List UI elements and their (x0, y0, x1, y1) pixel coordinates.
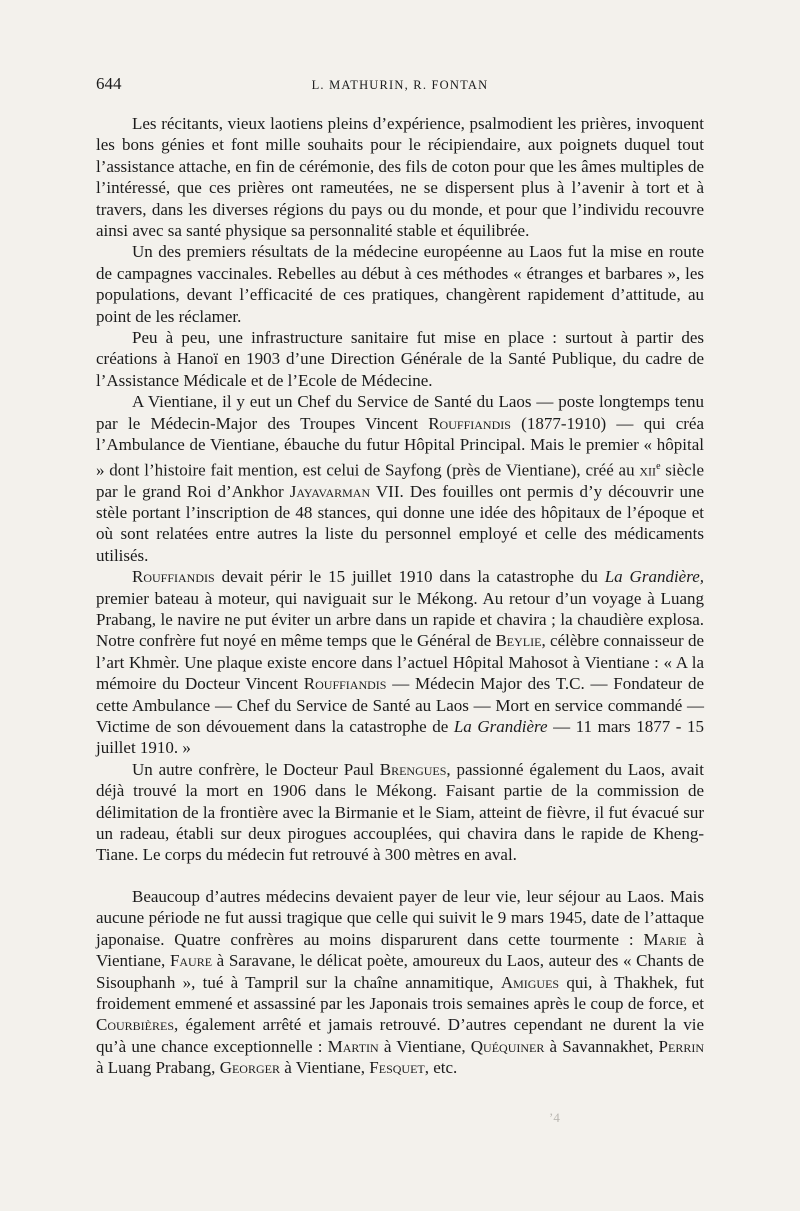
paragraph-2: Un des premiers résultats de la médecine européenne au Laos fut la mise en route de campagnes vaccinales. Rebelles au début à ces méthodes « étranges et barbares », les populations, devant l’efficacité de ces pratiques, changèrent rapidement d’attitude, au point de les réclamer. (96, 242, 704, 326)
text-run: VII. Des fouilles ont permis d’y découvrir une stèle portant l’inscription de 48 stances, qui donne une idée des hôpitaux de l’époque et où sont relatées entre autres la liste du personnel employé et celle des médicaments utilisés. (96, 481, 705, 565)
paragraph-3: Peu à peu, une infrastructure sanitaire fut mise en place : surtout à partir des créations à Hanoï en 1903 d’une Direction Générale de la Santé Publique, du cadre de l’Assistance Médicale et de l’Ecole de Médecine. (96, 328, 704, 390)
text-run: qui, à Thakhek, fut froidement emmené et assassiné par les Japonais trois semaines après le coup de force, et (96, 972, 705, 1013)
margin-mark: ’4 (549, 1110, 560, 1125)
paragraph-7 (96, 886, 704, 1079)
text-run: A Vientiane, il y eut un Chef du Service de Santé du Laos — poste longtemps tenu par le Médecin-Major des Troupes Vincent (96, 392, 704, 433)
body-text (96, 113, 704, 1079)
text-run: à Saravane, le délicat poète, amoureux du Laos, auteur des « Chants de Sisouphanh », tué à Tampril sur la chaîne annamitique, (96, 951, 705, 992)
person-name: Fesquet (369, 1058, 425, 1078)
century-superscript: e (656, 460, 661, 472)
person-name: Jayavarman (289, 481, 371, 501)
page-number: 644 (96, 74, 122, 93)
text-run: — Médecin Major des T.C. — Fondateur de cette Ambulance — Chef du Service de Santé au Laos — Mort en service commandé — Victime de son dévouement dans la catastrophe de (96, 674, 704, 737)
text-run: (1877-1910) — qui créa l’Ambulance de Vientiane, ébauche du futur Hôpital Principal. Mais le premier « hôpital » dont l’histoire fait mention, est celui de Sayfong (près de Vientiane), créé au (96, 413, 704, 480)
text-run: siècle par le grand Roi d’Ankhor (96, 460, 704, 501)
person-name: Perrin (658, 1036, 704, 1056)
running-head: L. MATHURIN, R. FONTAN (311, 78, 489, 92)
paragraph-5 (96, 566, 704, 759)
text-run: à Vientiane, (279, 1058, 370, 1078)
person-name: Rouffiandis (428, 413, 511, 433)
text-run: à Vientiane, (96, 929, 705, 971)
person-name: Beylie (495, 631, 542, 651)
person-name: Georger (219, 1058, 280, 1078)
paragraph-6 (96, 759, 704, 866)
text-run: , etc. (424, 1058, 458, 1078)
paragraph-4 (96, 391, 704, 566)
person-name: Courbières (96, 1015, 175, 1035)
text-run: Un autre confrère, le Docteur Paul (132, 759, 380, 779)
text-run: , célèbre connaisseur de l’art Khmèr. Une plaque existe encore dans l’actuel Hôpital Mahosot à Vientiane : « A la mémoire du Docteur Vincent (96, 631, 704, 694)
text-run: , également arrêté et jamais retrouvé. D’autres cependant ne durent la vie qu’à une chance exceptionnelle : (96, 1015, 704, 1056)
text-run: à Vientiane, (378, 1036, 471, 1056)
text-run: à Luang Prabang, (96, 1058, 220, 1078)
text-run: — 11 mars 1877 - 15 juillet 1910. » (96, 717, 704, 758)
person-name: Faure (169, 951, 213, 971)
text-run: Beaucoup d’autres médecins devaient payer de leur vie, leur séjour au Laos. Mais aucune période ne fut aussi tragique que celle qui suivit le 9 mars 1945, date de l’attaque japonaise. Quatre confrères au moins disparurent dans cette tourmente : (96, 886, 704, 949)
text-run: devait périr le 15 juillet 1910 dans la catastrophe du (214, 567, 605, 587)
ship-name: La Grandière (453, 717, 548, 737)
person-name: Amigues (500, 972, 560, 992)
person-name: Martin (327, 1036, 379, 1056)
century-numeral: xii (639, 460, 657, 480)
paragraph-1: Les récitants, vieux laotiens pleins d’expérience, psalmodient les prières, invoquent les bons génies et font mille souhaits pour le récipiendaire, aux poignets duquel tout l’assistance attache, en fin de cérémonie, des fils de coton pour que les âmes multiples de l’intéressé, que ces prières ont rameutées, ne se dispersent plus à l’avenir à tort et à travers, dans les diverses régions du pays ou du monde, et pour que l’individu recouvre ainsi avec sa santé physique sa personnalité stable et équilibrée. (96, 114, 704, 241)
person-name: Quéquiner (470, 1036, 545, 1056)
person-name: Marie (643, 929, 687, 949)
page-header (96, 74, 704, 98)
person-name: Brengues, (379, 759, 451, 779)
ship-name: La Grandière, (604, 567, 704, 587)
text-run: premier bateau à moteur, qui naviguait sur le Mékong. Au retour d’un voyage à Luang Prabang, le navire ne put éviter un arbre dans un rapide et chavira ; la chaudière explosa. Notre confrère fut noyé en même temps que le Général de (96, 588, 704, 651)
person-name: Rouffiandis (132, 567, 215, 587)
text-run: passionné également du Laos, avait déjà trouvé la mort en 1906 dans le Mékong. Faisant partie de la commission de délimitation de la frontière avec la Birmanie et le Siam, atteint de fièvre, il fut évacué sur un radeau, établi sur deux pirogues accouplées, qui chavira dans le rapide de Kheng-Tiane. Le corps du médecin fut retrouvé à 300 mètres en aval. (96, 759, 704, 865)
text-run: à Savannakhet, (544, 1036, 659, 1056)
person-name: Rouffiandis (303, 674, 387, 694)
